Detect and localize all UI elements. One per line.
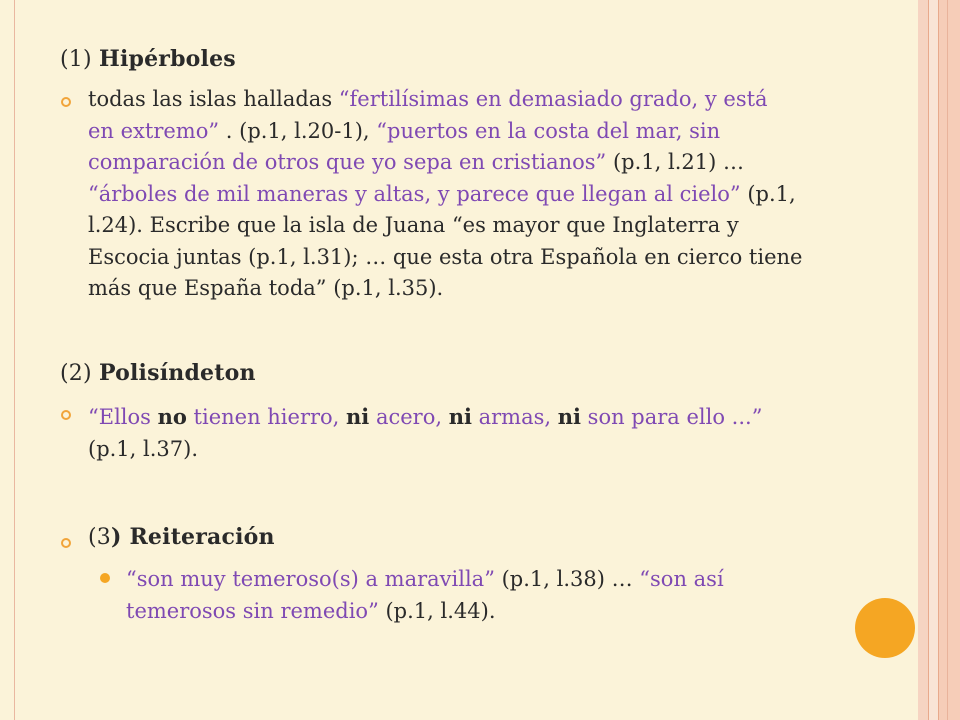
quoted-text: “árboles de mil maneras y altas, y parece que llegan al cielo” (88, 181, 741, 206)
section-title: Polisíndeton (98, 360, 256, 386)
body-text: todas las islas halladas (88, 87, 339, 111)
quoted-text: “son muy temeroso(s) a maravilla” (126, 567, 495, 591)
paragraph-line (88, 273, 903, 305)
bullet-dot-icon (100, 573, 110, 583)
body-text: (p.1, l.37). (88, 436, 199, 461)
body-text: . (p.1, l.20-1), (225, 118, 377, 143)
emphasis-text: no (157, 404, 187, 429)
paragraph-line (88, 401, 903, 434)
quoted-text: “fertilísimas en demasiado grado, y está (338, 87, 768, 111)
quoted-text: temerosos sin remedio” (126, 598, 379, 623)
section-heading-hiperboles (60, 46, 236, 72)
right-border-stripe (929, 0, 938, 720)
paragraph-line (126, 596, 896, 628)
body-text: (p.1, l.38) … (494, 567, 640, 591)
body-text: l.24). Escribe que la isla de Juana “es mayor que Inglaterra y (88, 213, 739, 237)
paragraph-line (126, 564, 896, 596)
paragraph-line (88, 434, 903, 466)
quoted-text: acero, (369, 405, 449, 429)
bullet-ring-icon (61, 410, 71, 420)
quoted-text: armas, (471, 405, 558, 429)
paragraph-line (88, 84, 903, 116)
paragraph-line (88, 116, 903, 148)
bullet-ring-icon (61, 538, 71, 548)
right-border-stripe (918, 0, 928, 720)
quoted-text: comparación de otros que yo sepa en cristianos” (88, 150, 607, 174)
section-title: Hipérboles (98, 46, 236, 72)
section-heading-polisindeton (60, 360, 256, 386)
emphasis-text: ni (448, 404, 472, 429)
emphasis-text: ni (557, 404, 581, 429)
quoted-text: “puertos en la costa del mar, sin (376, 118, 721, 143)
emphasis-text: ni (346, 404, 370, 429)
reiteracion-paragraph (126, 564, 896, 627)
right-border-stripe (947, 0, 948, 720)
quoted-text: en extremo” (88, 118, 226, 143)
section-title: ) Reiteración (110, 524, 275, 550)
paragraph-line (88, 147, 903, 179)
left-border-line (14, 0, 15, 720)
right-border-stripe (939, 0, 960, 720)
section-number: (1) (60, 47, 92, 72)
body-text: Escocia juntas (p.1, l.31); … que esta otra Española en cierco tiene (88, 244, 803, 269)
body-text: (p.1, l.21) … (606, 150, 744, 174)
body-text: (p.1, (740, 181, 796, 206)
section-number: (3 (88, 525, 111, 550)
paragraph-line (88, 210, 903, 242)
body-text: (p.1, l.44). (378, 598, 496, 623)
quoted-text: son para ello ...” (581, 405, 763, 429)
paragraph-line (88, 179, 903, 211)
paragraph-line (88, 242, 903, 274)
quoted-text: tienen hierro, (186, 405, 347, 429)
quoted-text: “son así (639, 567, 724, 591)
section-number: (2) (60, 361, 92, 386)
quoted-text: “Ellos (88, 405, 158, 429)
hiperboles-paragraph (88, 84, 903, 305)
polisindeton-paragraph (88, 401, 903, 465)
section-heading-reiteracion (88, 524, 275, 550)
body-text: más que España toda” (p.1, l.35). (88, 276, 444, 300)
bullet-ring-icon (61, 97, 71, 107)
